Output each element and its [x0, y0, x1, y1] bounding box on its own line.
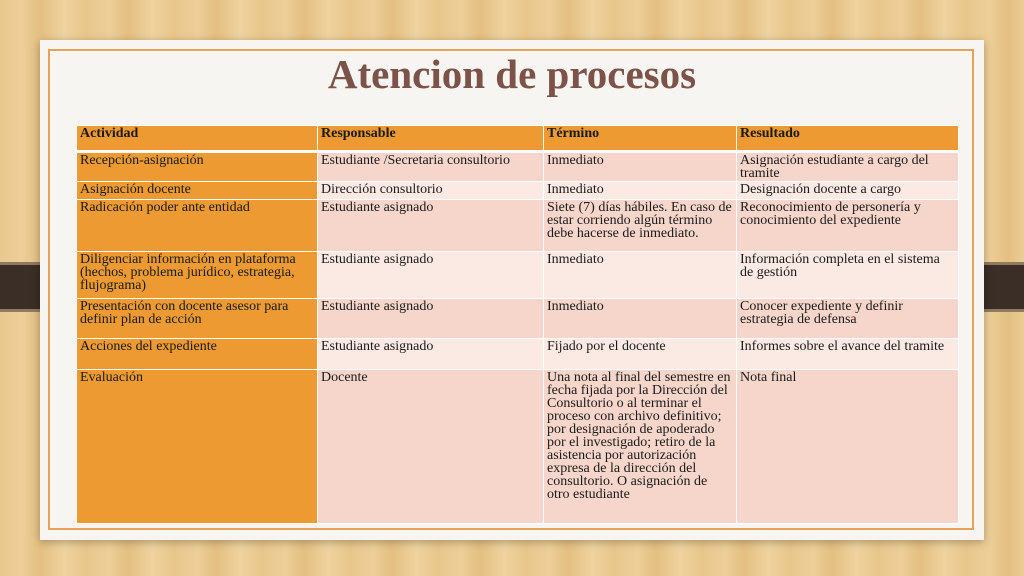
cell-responsable: Estudiante /Secretaria consultorio [318, 152, 544, 182]
cell-actividad: Asignación docente [77, 182, 318, 200]
cell-actividad: Acciones del expediente [77, 339, 318, 370]
cell-termino: Fijado por el docente [544, 339, 737, 370]
cell-termino: Una nota al final del semestre en fecha fijada por la Dirección del Consultorio o al terminar el proceso con archivo definitivo; por designación de apoderado por el investigado; retiro de la asistencia por autorización expresa de la dirección del consultorio. O asignación de otro estudiante [544, 370, 737, 524]
cell-resultado: Nota final [737, 370, 959, 524]
header-resultado: Resultado [737, 126, 959, 152]
cell-resultado: Conocer expediente y definir estrategia de defensa [737, 299, 959, 339]
cell-termino: Inmediato [544, 299, 737, 339]
process-table [76, 125, 959, 524]
cell-responsable: Estudiante asignado [318, 339, 544, 370]
header-termino: Término [544, 126, 737, 152]
table-row [77, 182, 959, 200]
table-row [77, 339, 959, 370]
cell-resultado: Asignación estudiante a cargo del tramite [737, 152, 959, 182]
cell-actividad: Evaluación [77, 370, 318, 524]
cell-resultado: Informes sobre el avance del tramite [737, 339, 959, 370]
cell-responsable: Estudiante asignado [318, 200, 544, 252]
slide [40, 40, 984, 540]
cell-resultado: Reconocimiento de personería y conocimiento del expediente [737, 200, 959, 252]
table-row [77, 152, 959, 182]
table-row [77, 252, 959, 299]
table-row [77, 299, 959, 339]
cell-termino: Inmediato [544, 252, 737, 299]
header-actividad: Actividad [77, 126, 318, 152]
cell-responsable: Estudiante asignado [318, 252, 544, 299]
cell-resultado: Designación docente a cargo [737, 182, 959, 200]
cell-actividad: Radicación poder ante entidad [77, 200, 318, 252]
cell-responsable: Dirección consultorio [318, 182, 544, 200]
table-row [77, 200, 959, 252]
cell-termino: Inmediato [544, 182, 737, 200]
cell-termino: Inmediato [544, 152, 737, 182]
cell-responsable: Docente [318, 370, 544, 524]
cell-resultado: Información completa en el sistema de gestión [737, 252, 959, 299]
cell-actividad: Recepción-asignación [77, 152, 318, 182]
cell-termino: Siete (7) días hábiles. En caso de estar corriendo algún término debe hacerse de inmediato. [544, 200, 737, 252]
header-responsable: Responsable [318, 126, 544, 152]
table-row [77, 370, 959, 524]
cell-actividad: Presentación con docente asesor para definir plan de acción [77, 299, 318, 339]
slide-title: Atencion de procesos [327, 51, 697, 97]
cell-actividad: Diligenciar información en plataforma (hechos, problema jurídico, estrategia, flujograma) [77, 252, 318, 299]
cell-responsable: Estudiante asignado [318, 299, 544, 339]
table-header-row [77, 126, 959, 152]
